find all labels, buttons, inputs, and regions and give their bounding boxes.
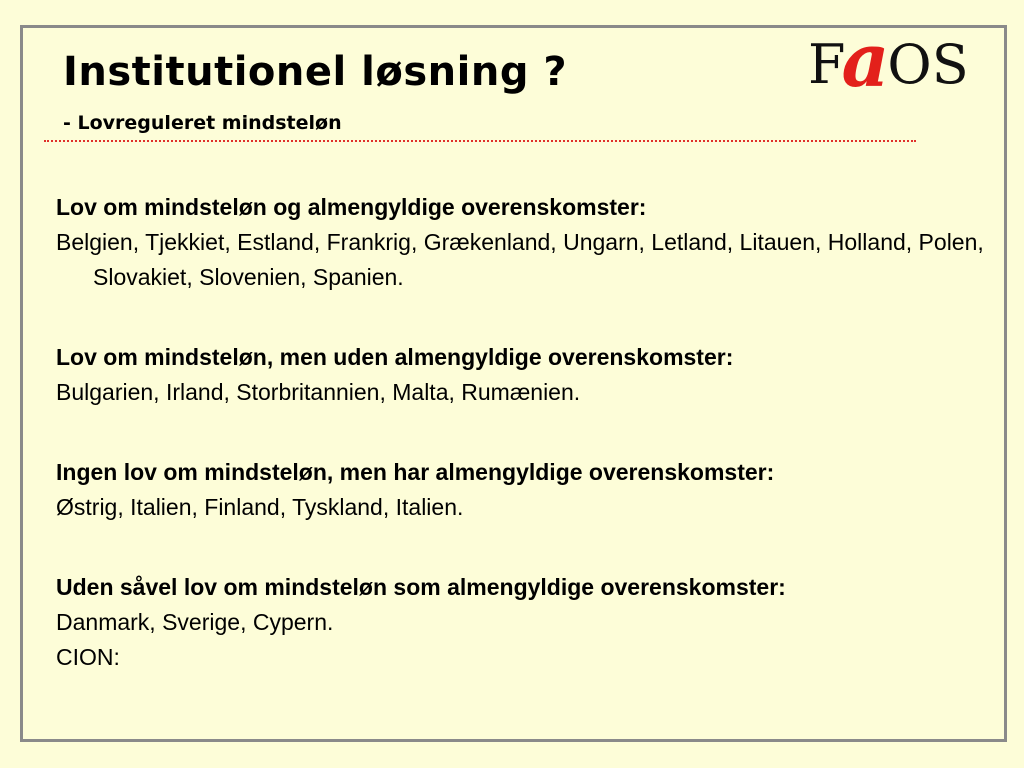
logo-letter-a: a	[841, 18, 890, 104]
title-divider	[44, 140, 916, 142]
section-heading-2: Lov om mindsteløn, men uden almengyldige overenskomster:	[56, 344, 734, 370]
slide-content	[56, 190, 986, 675]
section-body-3: Østrig, Italien, Finland, Tyskland, Italien.	[56, 494, 464, 520]
section-heading-3: Ingen lov om mindsteløn, men har almengyldige overenskomster:	[56, 459, 775, 485]
section-heading-1: Lov om mindsteløn og almengyldige overenskomster:	[56, 194, 647, 220]
logo-letter-s: S	[931, 33, 969, 96]
section-body-2: Bulgarien, Irland, Storbritannien, Malta, Rumænien.	[56, 379, 581, 405]
faos-logo	[808, 18, 969, 104]
page-title: Institutionel løsning ?	[63, 49, 568, 95]
logo-letter-f: F	[808, 33, 846, 96]
spacer	[56, 525, 986, 570]
spacer	[56, 295, 986, 340]
page-subtitle: - Lovreguleret mindsteløn	[63, 112, 342, 134]
spacer	[56, 410, 986, 455]
section-body-4: Danmark, Sverige, Cypern.	[56, 609, 334, 635]
section-body-1: Belgien, Tjekkiet, Estland, Frankrig, Grækenland, Ungarn, Letland, Litauen, Holland, Polen, Slovakiet, Slovenien, Spanien.	[56, 229, 984, 290]
section-extra-4: CION:	[56, 644, 120, 670]
logo-letter-o: O	[887, 33, 932, 96]
section-heading-4: Uden såvel lov om mindsteløn som almengyldige overenskomster:	[56, 574, 786, 600]
